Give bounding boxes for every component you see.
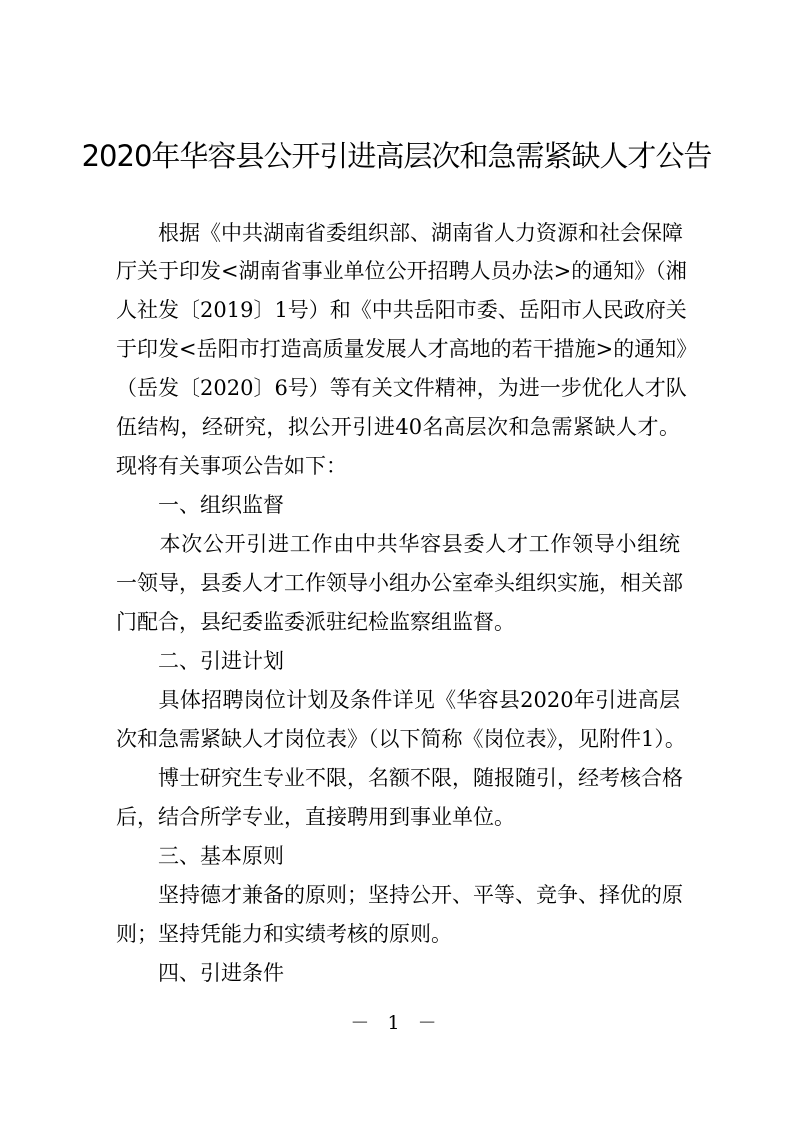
intro-line: 厅关于印发<湖南省事业单位公开招聘人员办法>的通知》（湘 bbox=[116, 259, 687, 283]
section-heading: 四、引进条件 bbox=[158, 961, 284, 985]
section-line: 本次公开引进工作由中共华容县委人才工作领导小组统 bbox=[116, 532, 680, 556]
section-line: 坚持德才兼备的原则；坚持公开、平等、竞争、择优的原 bbox=[116, 883, 683, 907]
section-heading: 二、引进计划 bbox=[158, 649, 284, 673]
document-title: 2020年华容县公开引进高层次和急需紧缺人才公告 bbox=[81, 139, 712, 173]
page-number: － 1 － bbox=[350, 1012, 443, 1034]
intro-line: （岳发〔2020〕6号）等有关文件精神，为进一步优化人才队 bbox=[116, 376, 687, 400]
intro-line: 现将有关事项公告如下： bbox=[116, 454, 347, 478]
section-line: 具体招聘岗位计划及条件详见《华容县2020年引进高层 bbox=[116, 688, 680, 712]
section-line: 则；坚持凭能力和实绩考核的原则。 bbox=[116, 922, 452, 946]
intro-line: 根据《中共湖南省委组织部、湖南省人力资源和社会保障 bbox=[116, 221, 683, 245]
section-line: 门配合，县纪委监委派驻纪检监察组监督。 bbox=[116, 610, 515, 634]
section-line: 一领导，县委人才工作领导小组办公室牵头组织实施，相关部 bbox=[116, 571, 683, 595]
intro-line: 人社发〔2019〕1号）和《中共岳阳市委、岳阳市人民政府关 bbox=[116, 298, 687, 322]
section-line: 后，结合所学专业，直接聘用到事业单位。 bbox=[116, 805, 515, 829]
intro-line: 伍结构，经研究，拟公开引进40名高层次和急需紧缺人才。 bbox=[116, 415, 680, 439]
section-heading: 三、基本原则 bbox=[158, 844, 284, 868]
section-line: 次和急需紧缺人才岗位表》（以下简称《岗位表》，见附件1）。 bbox=[116, 727, 686, 751]
intro-line: 于印发<岳阳市打造高质量发展人才高地的若干措施>的通知》 bbox=[116, 337, 698, 361]
section-line: 博士研究生专业不限，名额不限，随报随引，经考核合格 bbox=[116, 766, 683, 790]
section-heading: 一、组织监督 bbox=[158, 493, 284, 517]
